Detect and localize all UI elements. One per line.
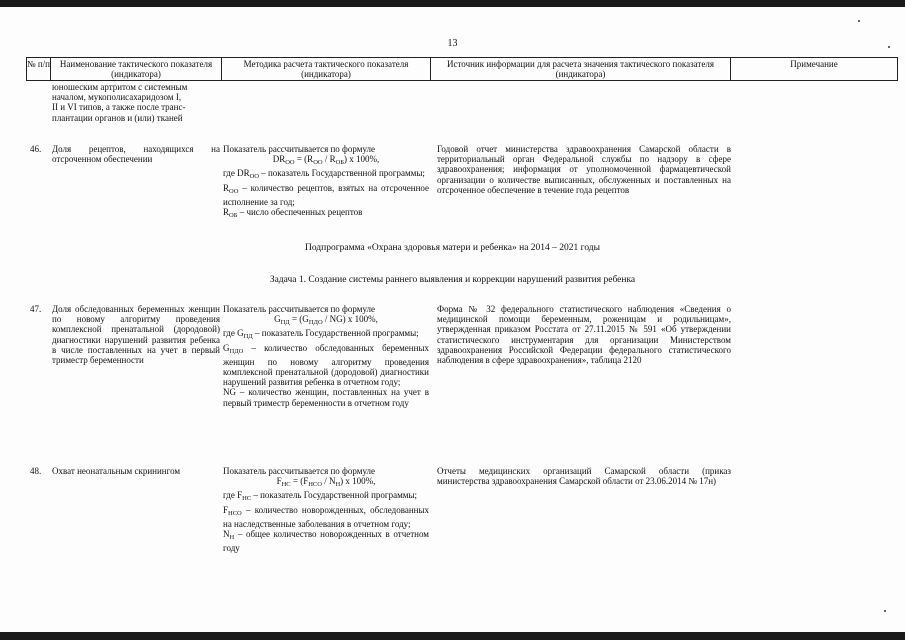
row47-method-intro: Показатель рассчитывается по формуле: [223, 304, 376, 314]
row46-method-def: где $DR_{ОО}$ – показатель Государственной программы;: [223, 168, 425, 181]
row46-num: 46.: [30, 144, 42, 154]
header-divider: [221, 57, 222, 81]
header-divider: [897, 57, 898, 81]
row46-formula: $DR_{ОО} = (R_{ОО} / R_{ОБ})$ х 100%,: [272, 154, 380, 167]
row47-method: [223, 304, 429, 408]
scan-border-bottom: [0, 632, 905, 640]
task-title: Задача 1. Создание системы раннего выявления и коррекции нарушений развития ребенка: [269, 275, 636, 285]
row48-method-def: $F_{НСО}$ – количество новорожденных, обследованных на наследственные заболевания в отчетном году;: [223, 504, 429, 529]
header-source: Источник информации для расчета значения тактического показателя (индикатора): [447, 59, 714, 79]
header-note: Примечание: [790, 59, 838, 69]
header-divider: [730, 57, 731, 81]
row48-num: 48.: [30, 466, 42, 476]
header-rule-bottom: [26, 80, 898, 81]
page-number: 13: [447, 38, 458, 49]
row48-method-def: где $F_{НС}$ – показатель Государственной программы;: [223, 490, 418, 503]
row47-source: Форма № 32 федерального статистического наблюдения «Сведения о медицинской помощи беременным, роженицам и родильницам», утвержденная приказом Росстата от 27.11.2015 № 591 «Об утверждении статистического инструментария для организации Министерством здравоохранения Российской Федерации федерального статистического наблюдения в сфере здравоохранения», таблица 2120: [437, 304, 731, 366]
header-method: Методика расчета тактического показателя (индикатора): [243, 59, 409, 79]
row46-method-intro: Показатель рассчитывается по формуле: [223, 144, 376, 154]
continuation-line: плантации органов и (или) тканей: [52, 112, 183, 123]
continuation-line: юношеским артритом с системным: [52, 82, 188, 92]
continuation-line: II и VI типов, а также после транс-: [52, 102, 186, 113]
row46-method-def: $R_{ОО}$ – количество рецептов, взятых на отсроченное исполнение за год;: [223, 182, 429, 207]
row46-name: [52, 144, 220, 164]
row46-method-def: $R_{ОБ}$ – число обеспеченных рецептов: [223, 207, 363, 220]
row48-source: Отчеты медицинских организаций Самарской области (приказ министерства здравоохранения Самарской области от 23.06.2014 № 17н): [437, 466, 731, 487]
row47-method-def: NG – количество женщин, поставленных на учет в первый триместр беременности в отчетном году: [223, 387, 429, 408]
row48-name: Охват неонатальным скринингом: [52, 466, 181, 476]
row47-num: 47.: [30, 304, 42, 314]
row47-name: Доля обследованных беременных женщин по новому алгоритму проведения комплексной пренатальной (дородовой) диагностики нарушений развития ребенка в числе поставленных на учет в первый триместр беременности: [52, 304, 220, 366]
row47-formula: $G_{ПД} = (G_{ПДО} / NG)$ х 100%,: [274, 314, 378, 327]
row46-source: Годовой отчет министерства здравоохранения Самарской области в территориальный орган Федеральной службы по надзору в сфере здравоохранения; информация от уполномоченной фармацевтической организации о количестве выписанных, обслуженных и поставленных на отсроченное обеспечение в течение года рецептов: [437, 144, 731, 195]
scan-speck: [858, 20, 860, 22]
subprogram-title: Подпрограмма «Охрана здоровья матери и ребенка» на 2014 – 2021 годы: [304, 243, 601, 253]
header-divider: [430, 57, 431, 81]
header-divider: [50, 57, 51, 81]
scan-border-top: [0, 0, 905, 7]
scan-speck: [884, 610, 886, 612]
continuation-line: началом, мукополисахаридозом I,: [52, 92, 182, 103]
header-name: Наименование тактического показателя (индикатора): [59, 59, 213, 79]
row48-formula: $F_{НС} = (F_{НСО} / N_Н)$ х 100%,: [276, 476, 376, 489]
header-num: № п/п: [27, 59, 50, 69]
row48-method-def: $N_Н$ – общее количество новорожденных в отчетном году: [223, 529, 429, 554]
header-rule-top: [26, 57, 898, 58]
row46-name-line: Доля рецептов, находящихся на: [52, 144, 220, 154]
row47-method-def: где $G_{ПД}$ – показатель Государственной программы;: [223, 328, 419, 341]
row48-method-intro: Показатель рассчитывается по формуле: [223, 466, 376, 476]
row46-method: [223, 144, 429, 221]
row47-method-def: $G_{ПДО}$ – количество обследованных беременных женщин по новому алгоритму проведения комплексной пренатальной (дородовой) диагностики нарушений развития ребенка в отчетном году;: [223, 342, 429, 388]
row46-name-line: отсроченном обеспечении: [52, 154, 153, 165]
continuation-cell: [52, 82, 220, 123]
row48-method: [223, 466, 429, 553]
